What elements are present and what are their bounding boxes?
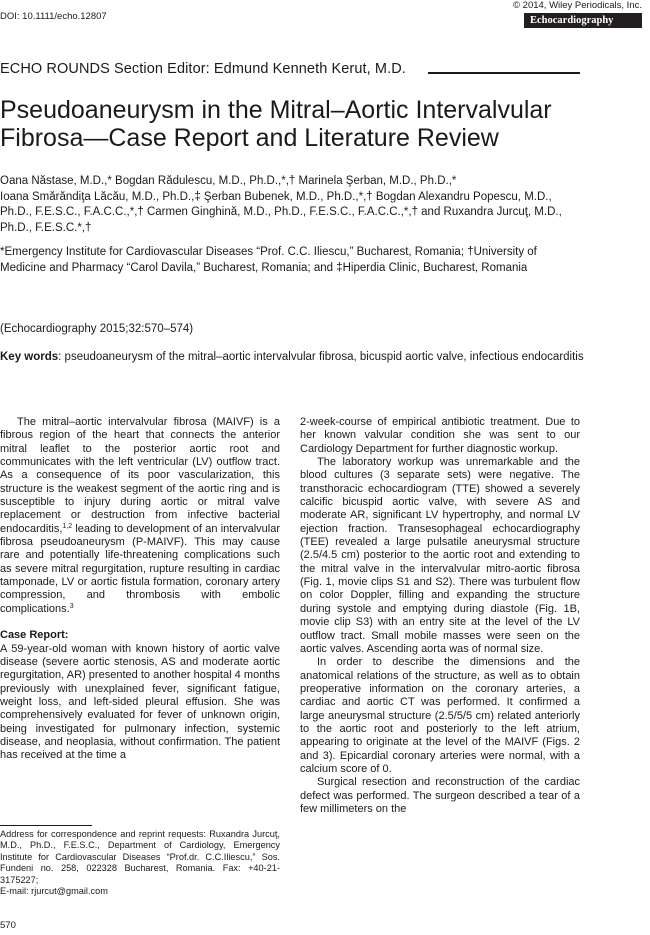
intro-paragraph — [0, 416, 280, 616]
correspondence-email: E-mail: rjurcut@gmail.com — [0, 886, 108, 897]
section-editor-line: ECHO ROUNDS Section Editor: Edmund Kenneth Kerut, M.D. — [0, 61, 406, 77]
keywords — [0, 350, 600, 366]
correspondence-footnote — [0, 829, 280, 897]
author-line: Ph.D., F.E.S.C.*,† — [0, 221, 92, 234]
reference-marker: 3 — [69, 602, 74, 610]
journal-badge: Echocardiography — [524, 13, 642, 28]
copyright-text: © 2014, Wiley Periodicals, Inc. — [513, 0, 642, 11]
case-report-heading: Case Report: — [0, 629, 69, 642]
author-list — [0, 174, 600, 236]
article-title — [0, 96, 600, 152]
body-paragraph: In order to describe the dimensions and the anatomical relations of the structure, as well as to obtain preoperative information on the coronary arteries, a cardiac and aortic CT was performed. It confirmed a large aneurysmal structure (2.5/5/5 cm) related anteriorly to the aortic root and posteriorly to the left atrium, appearing to originate at the level of the MAIVF (Figs. 2 and 3). Epicardial coronary arteries were normal, with a calcium score of 0. — [300, 656, 580, 775]
left-column — [0, 416, 280, 763]
title-line-2: Fibrosa—Case Report and Literature Review — [0, 124, 499, 152]
correspondence-text: Address for correspondence and reprint requests: Ruxandra Jurcuţ, M.D., Ph.D., F.E.S.C., Department of Cardiology, Emergency Institute for Cardiovascular Diseases “Prof.dr. C.C.Iliescu,” Sos. Fundeni no. 258, 022328 Bucharest, Romania. Fax: +40-21-3175227; — [0, 829, 280, 885]
intro-text-b: leading to development of an intervalvular fibrosa pseudoaneurysm (P-MAIVF). This may cause rare and potentially life-threatening complications such as severe mitral regurgitation, rupture resulting in cardiac tamponade, LV or aortic fistula formation, coronary artery compression, and thrombosis with embolic complications. — [0, 522, 280, 615]
body-paragraph: The laboratory workup was unremarkable and the blood cultures (3 separate sets) were negative. The transthoracic echocardiogram (TTE) showed a severely calcific bicuspid aortic valve, with severe AS and moderate AR, significant LV hypertrophy, and normal LV ejection fraction. Transesophageal echocardiography (TEE) revealed a large pulsatile aneurysmal structure (2.5/4.5 cm) posterior to the aortic root and extending to the mitral valve in the intervalvular mitro-aortic fibrosa (Fig. 1, movie clips S1 and S2). There was turbulent flow on color Doppler, filling and expanding the structure during systole and emptying during diastole (Fig. 1B, movie clip S3) with an entry site at the level of the LV outflow tract. Small mobile masses were seen on the aortic valves. Ascending aorta was of normal size. — [300, 456, 580, 655]
intro-text-a: The mitral–aortic intervalvular fibrosa (MAIVF) is a fibrous region of the heart that connects the anterior mitral leaflet to the posterior aortic root and communicates with the left ventricular (LV) outflow tract. As a consequence of its poor vascularization, this structure is the weakest segment of the aortic ring and is susceptible to injury during aortic or mitral valve replacement or destruction from infective bacterial endocarditis, — [0, 416, 280, 535]
title-line-1: Pseudoaneurysm in the Mitral–Aortic Intervalvular — [0, 96, 552, 124]
doi-text: DOI: 10.1111/echo.12807 — [0, 11, 107, 22]
author-line: Oana Năstase, M.D.,* Bogdan Rădulescu, M.D., Ph.D.,*,† Marinela Şerban, M.D., Ph.D.,* — [0, 175, 457, 187]
page-number: 570 — [0, 920, 16, 931]
affiliation-line: *Emergency Institute for Cardiovascular Diseases “Prof. C.C. Iliescu,” Bucharest, Romania; †University of — [0, 246, 537, 258]
keywords-text: : pseudoaneurysm of the mitral–aortic intervalvular fibrosa, bicuspid aortic valve, infectious endocarditis — [58, 351, 584, 363]
author-line: Ph.D., F.E.S.C., F.A.C.C.,*,† Carmen Ginghină, M.D., Ph.D., F.E.S.C., F.A.C.C.,*,† and Ruxandra Jurcuţ, M.D., — [0, 206, 562, 219]
right-column — [300, 416, 580, 816]
body-paragraph: 2-week-course of empirical antibiotic treatment. Due to her known valvular condition she was sent to our Cardiology Department for further diagnostic workup. — [300, 416, 580, 455]
author-line: Ioana Smărăndiţa Lăcău, M.D., Ph.D.,‡ Şerban Bubenek, M.D., Ph.D.,*,† Bogdan Alexandru Popescu, M.D., — [0, 190, 552, 203]
affiliations — [0, 245, 600, 276]
body-paragraph: Surgical resection and reconstruction of the cardiac defect was performed. The surgeon described a tear of a few millimeters on the — [300, 776, 580, 815]
footnote-divider — [0, 825, 92, 826]
section-divider — [428, 72, 580, 74]
reference-marker: 1,2 — [62, 522, 73, 530]
case-paragraph: A 59-year-old woman with known history of aortic valve disease (severe aortic stenosis, AS and moderate aortic regurgitation, AR) presented to another hospital 4 months previously with unexplained fever, significant fatigue, weight loss, and left-sided pleural effusion. She was comprehensively evaluated for fever of unknown origin, being investigated for pulmonary infection, systemic disease, and neoplasia, without confirmation. The patient has received at the time a — [0, 642, 280, 762]
affiliation-line: Medicine and Pharmacy “Carol Davila,” Bucharest, Romania; and ‡Hiperdia Clinic, Bucharest, Romania — [0, 261, 528, 274]
citation: (Echocardiography 2015;32:570–574) — [0, 323, 194, 335]
keywords-label: Key words — [0, 351, 59, 363]
